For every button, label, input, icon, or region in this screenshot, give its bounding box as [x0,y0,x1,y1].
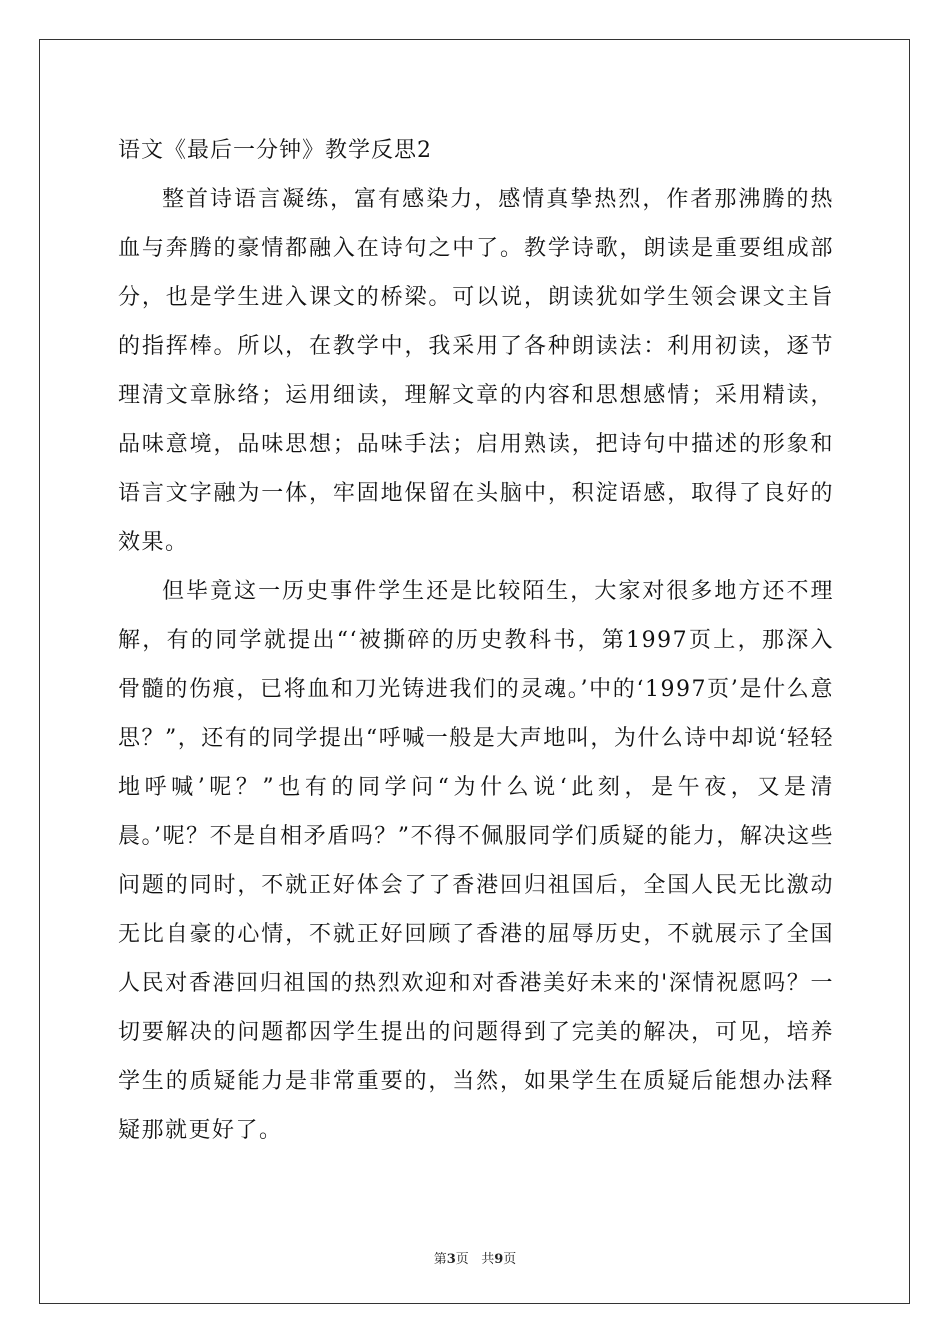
current-page-number: 3 [446,1252,456,1267]
paragraph-2: 但毕竟这一历史事件学生还是比较陌生，大家对很多地方还不理解，有的同学就提出“‘被撕碎的历史教科书，第1997页上，那深入骨髓的伤痕，已将血和刀光铸进我们的灵魂。’中的‘1997页’是什么意思？”，还有的同学提出“呼喊一般是大声地叫，为什么诗中却说‘轻轻地呼喊’呢？”也有的同学问“为什么说‘此刻，是午夜，又是清晨。’呢？不是自相矛盾吗？”不得不佩服同学们质疑的能力，解决这些问题的同时，不就正好体会了了香港回归祖国后，全国人民无比激动无比自豪的心情，不就正好回顾了香港的屈辱历史，不就展示了全国人民对香港回归祖国的热烈欢迎和对香港美好未来的'深情祝愿吗？一切要解决的问题都因学生提出的问题得到了完美的解决，可见，培养学生的质疑能力是非常重要的，当然，如果学生在质疑后能想办法释疑那就更好了。 [118,579,834,1143]
document-title: 语文《最后一分钟》教学反思2 [118,138,432,163]
document-body [118,127,834,1155]
footer-total-unit: 页 [503,1252,517,1267]
paragraph-1: 整首诗语言凝练，富有感染力，感情真挚热烈，作者那沸腾的热血与奔腾的豪情都融入在诗句之中了。教学诗歌，朗读是重要组成部分，也是学生进入课文的桥梁。可以说，朗读犹如学生领会课文主旨的指挥棒。所以，在教学中，我采用了各种朗读法：利用初读，逐节理清文章脉络；运用细读，理解文章的内容和思想感情；采用精读，品味意境，品味思想；品味手法；启用熟读，把诗句中描述的形象和语言文字融为一体，牢固地保留在头脑中，积淀语感，取得了良好的效果。 [118,187,834,555]
footer-total-prefix: 共 [481,1252,495,1267]
total-pages-number: 9 [494,1252,504,1267]
page-footer [0,1248,950,1267]
footer-prefix: 第 [433,1252,447,1267]
footer-page-unit: 页 [455,1252,469,1267]
